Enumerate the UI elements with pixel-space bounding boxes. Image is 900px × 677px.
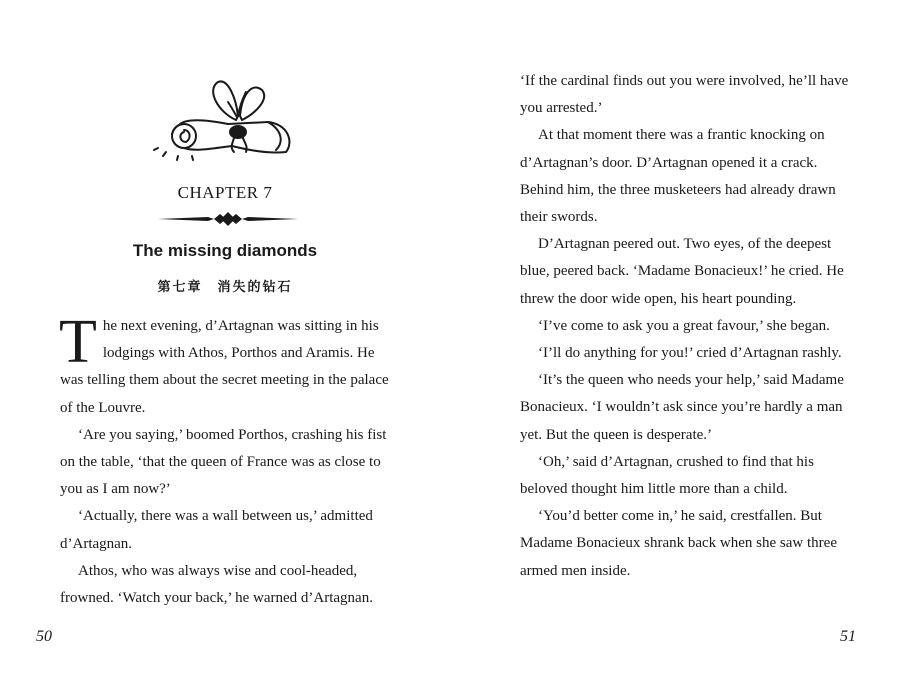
chapter-ornament-divider [158, 212, 298, 226]
paragraph: ‘Actually, there was a wall between us,’ admitted d’Artagnan. [60, 508, 373, 552]
right-page [450, 0, 900, 677]
continuation-paragraph: ‘If the cardinal finds out you were involved, he’ll have you arrested.’ [520, 73, 849, 117]
paragraph: ‘I’ll do anything for you!’ cried d’Artagnan rashly. [538, 345, 842, 362]
drop-cap: T [59, 308, 97, 376]
paragraph: ‘Oh,’ said d’Artagnan, crushed to find that his beloved thought him little more than a child. [520, 453, 814, 498]
paragraph: ‘You’d better come in,’ he said, crestfallen. But Madame Bonacieux shrank back when she saw three armed men inside. [520, 508, 837, 579]
chapter-title-chinese: 第七章 消失的钻石 [157, 280, 293, 295]
opening-paragraph-text: he next evening, d’Artagnan was sitting in his lodgings with Athos, Porthos and Aramis. He was telling them about the secret meeting in the palace of the Louvre. [60, 318, 389, 416]
chapter-title: The missing diamonds [132, 241, 318, 260]
paragraph: Athos, who was always wise and cool-headed, frowned. ‘Watch your back,’ he warned d’Artagnan. [60, 562, 373, 607]
paragraph: ‘I’ve come to ask you a great favour,’ she began. [538, 317, 830, 334]
scroll-illustration [148, 72, 298, 164]
page-number-right: 51 [840, 628, 856, 645]
right-page-body [520, 68, 850, 585]
paragraph: ‘Are you saying,’ boomed Porthos, crashing his fist on the table, ‘that the queen of France was as close to you as I am now?’ [60, 426, 387, 498]
paragraph: D’Artagnan peered out. Two eyes, of the deepest blue, peered back. ‘Madame Bonacieux!’ he cried. He threw the door wide open, his heart pounding. [520, 236, 844, 307]
paragraph: At that moment there was a frantic knocking on d’Artagnan’s door. D’Artagnan opened it a crack. Behind him, the three musketeers had already drawn their swords. [520, 127, 836, 226]
left-page-body [59, 308, 390, 612]
opening-paragraph [59, 308, 390, 422]
page-number-left: 50 [36, 628, 52, 645]
paragraph: ‘It’s the queen who needs your help,’ said Madame Bonacieux. ‘I wouldn’t ask since you’re hardly a man yet. But the queen is desperate.’ [520, 372, 844, 443]
chapter-number: CHAPTER 7 [177, 183, 273, 202]
